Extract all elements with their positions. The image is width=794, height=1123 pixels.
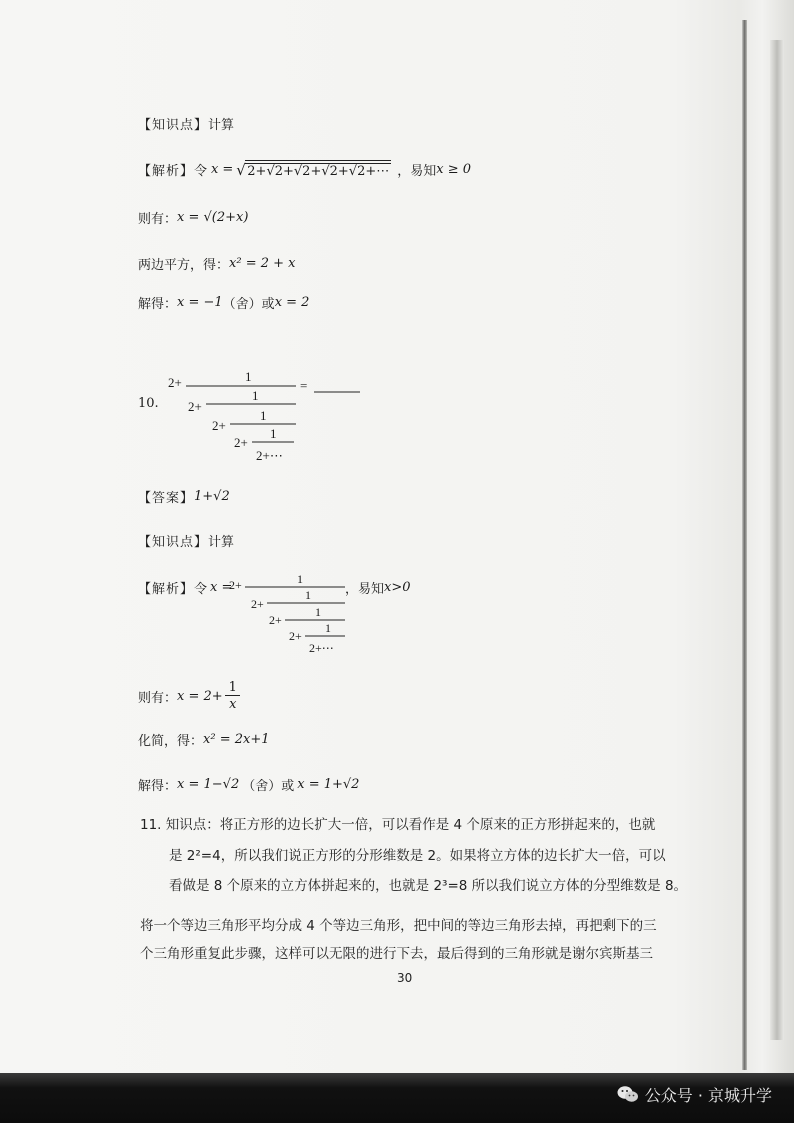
knowledge-value: 计算 [208,535,235,550]
var-x: x [211,162,219,177]
svg-text:2+: 2+ [229,578,242,592]
analysis-line-2 [138,578,232,597]
wechat-icon [617,1085,639,1103]
derivation-line-1 [138,208,248,227]
question-number [138,396,159,411]
analysis-prefix: 令 [194,164,208,179]
answer-value: 1+√2 [194,489,230,504]
svg-text:2+: 2+ [212,418,226,433]
analysis-suffix: ，易知 [345,582,385,597]
derivation-line-2 [138,254,295,273]
derivation-line-6 [138,775,359,794]
analysis-label: 【解析】 [138,582,195,597]
var-x: x = [210,580,233,595]
solution-rejected: x = 1−√2 [177,777,240,792]
analysis-cond: x>0 [384,580,411,595]
svg-text:2+: 2+ [168,375,182,390]
q11-line-3: 看做是 8 个原来的立方体拼起来的，也就是 2³=8 所以我们说立方体的分型维数是 8。 [169,878,688,894]
analysis-suffix: ，易知 [397,164,437,179]
svg-text:1: 1 [325,621,331,635]
page-number: 30 [397,971,413,985]
solution-note: （舍）或 [242,779,295,794]
answer-label: 【答案】 [138,491,195,506]
svg-text:2+: 2+ [188,399,202,414]
analysis-label: 【解析】 [138,164,195,179]
derivation-label: 则有： [138,212,178,227]
q11-line-1: 11. 知识点：将正方形的边长扩大一倍，可以看作是 4 个原来的正方形拼起来的，也就 [140,817,656,833]
knowledge-line-1 [138,114,234,133]
svg-text:1: 1 [315,605,321,619]
svg-text:2+: 2+ [234,435,248,450]
svg-text:1: 1 [270,426,277,441]
knowledge-value: 计算 [208,118,235,133]
svg-text:2+: 2+ [269,613,282,627]
derivation-line-4 [138,680,243,712]
svg-text:1: 1 [297,572,303,586]
svg-text:2+: 2+ [289,629,302,643]
svg-text:2+: 2+ [251,597,264,611]
q11-line-2: 是 2²=4，所以我们说正方形的分形维数是 2。如果将立方体的边长扩大一倍，可以 [169,848,666,864]
svg-text:1: 1 [245,369,252,384]
knowledge-label: 【知识点】 [138,118,209,133]
nested-radical: √ 2+√2+√2+√2+√2+⋯ [245,160,391,179]
answer-line [138,487,230,506]
continued-fraction-question [160,362,380,466]
derivation-label: 化简，得： [138,734,204,749]
derivation-label: 解得： [138,779,178,794]
continued-fraction-analysis [225,566,355,658]
solution-accepted: x = 2 [274,295,310,310]
derivation-label: 两边平方，得： [138,258,230,273]
derivation-expr: x² = 2 + x [229,256,296,271]
svg-text:1: 1 [260,408,267,423]
solution-rejected: x = −1 [177,295,223,310]
svg-text:=: = [300,378,308,393]
solution-note: （舍）或 [222,297,275,312]
watermark [617,1080,772,1108]
svg-text:1: 1 [305,588,311,602]
analysis-cond: x ≥ 0 [436,162,472,177]
derivation-label: 则有： [138,690,178,706]
question-10-number: 10. [138,396,159,411]
knowledge-label: 【知识点】 [138,535,209,550]
q11-line-5: 个三角形重复此步骤，这样可以无限的进行下去，最后得到的三角形就是谢尔宾斯基三 [140,946,653,962]
derivation-expr: x² = 2x+1 [203,732,270,747]
derivation-label: 解得： [138,297,178,312]
book-spine-shadow [742,20,747,1070]
svg-text:2+⋯: 2+⋯ [256,448,283,463]
equals-sign: = [222,162,234,177]
q11-line-4: 将一个等边三角形平均分成 4 个等边三角形，把中间的等边三角形去掉，再把剩下的三 [140,918,657,934]
derivation-line-5 [138,730,269,749]
knowledge-line-2 [138,531,234,550]
svg-text:2+⋯: 2+⋯ [309,641,334,655]
derivation-line-3 [138,293,309,312]
watermark-text: 公众号 · 京城升学 [644,1085,772,1105]
book-edge [770,40,784,1040]
fraction-1-over-x: $\frac{1}{x}$ [225,680,241,712]
analysis-line-1 [138,160,471,179]
derivation-expr-lhs: x = 2+ [177,688,223,704]
analysis-prefix: 令 [194,582,208,597]
analysis-tail [345,578,411,597]
svg-text:1: 1 [252,388,259,403]
derivation-expr: x = √(2+x) [177,210,249,225]
solution-accepted: x = 1+√2 [297,777,360,792]
